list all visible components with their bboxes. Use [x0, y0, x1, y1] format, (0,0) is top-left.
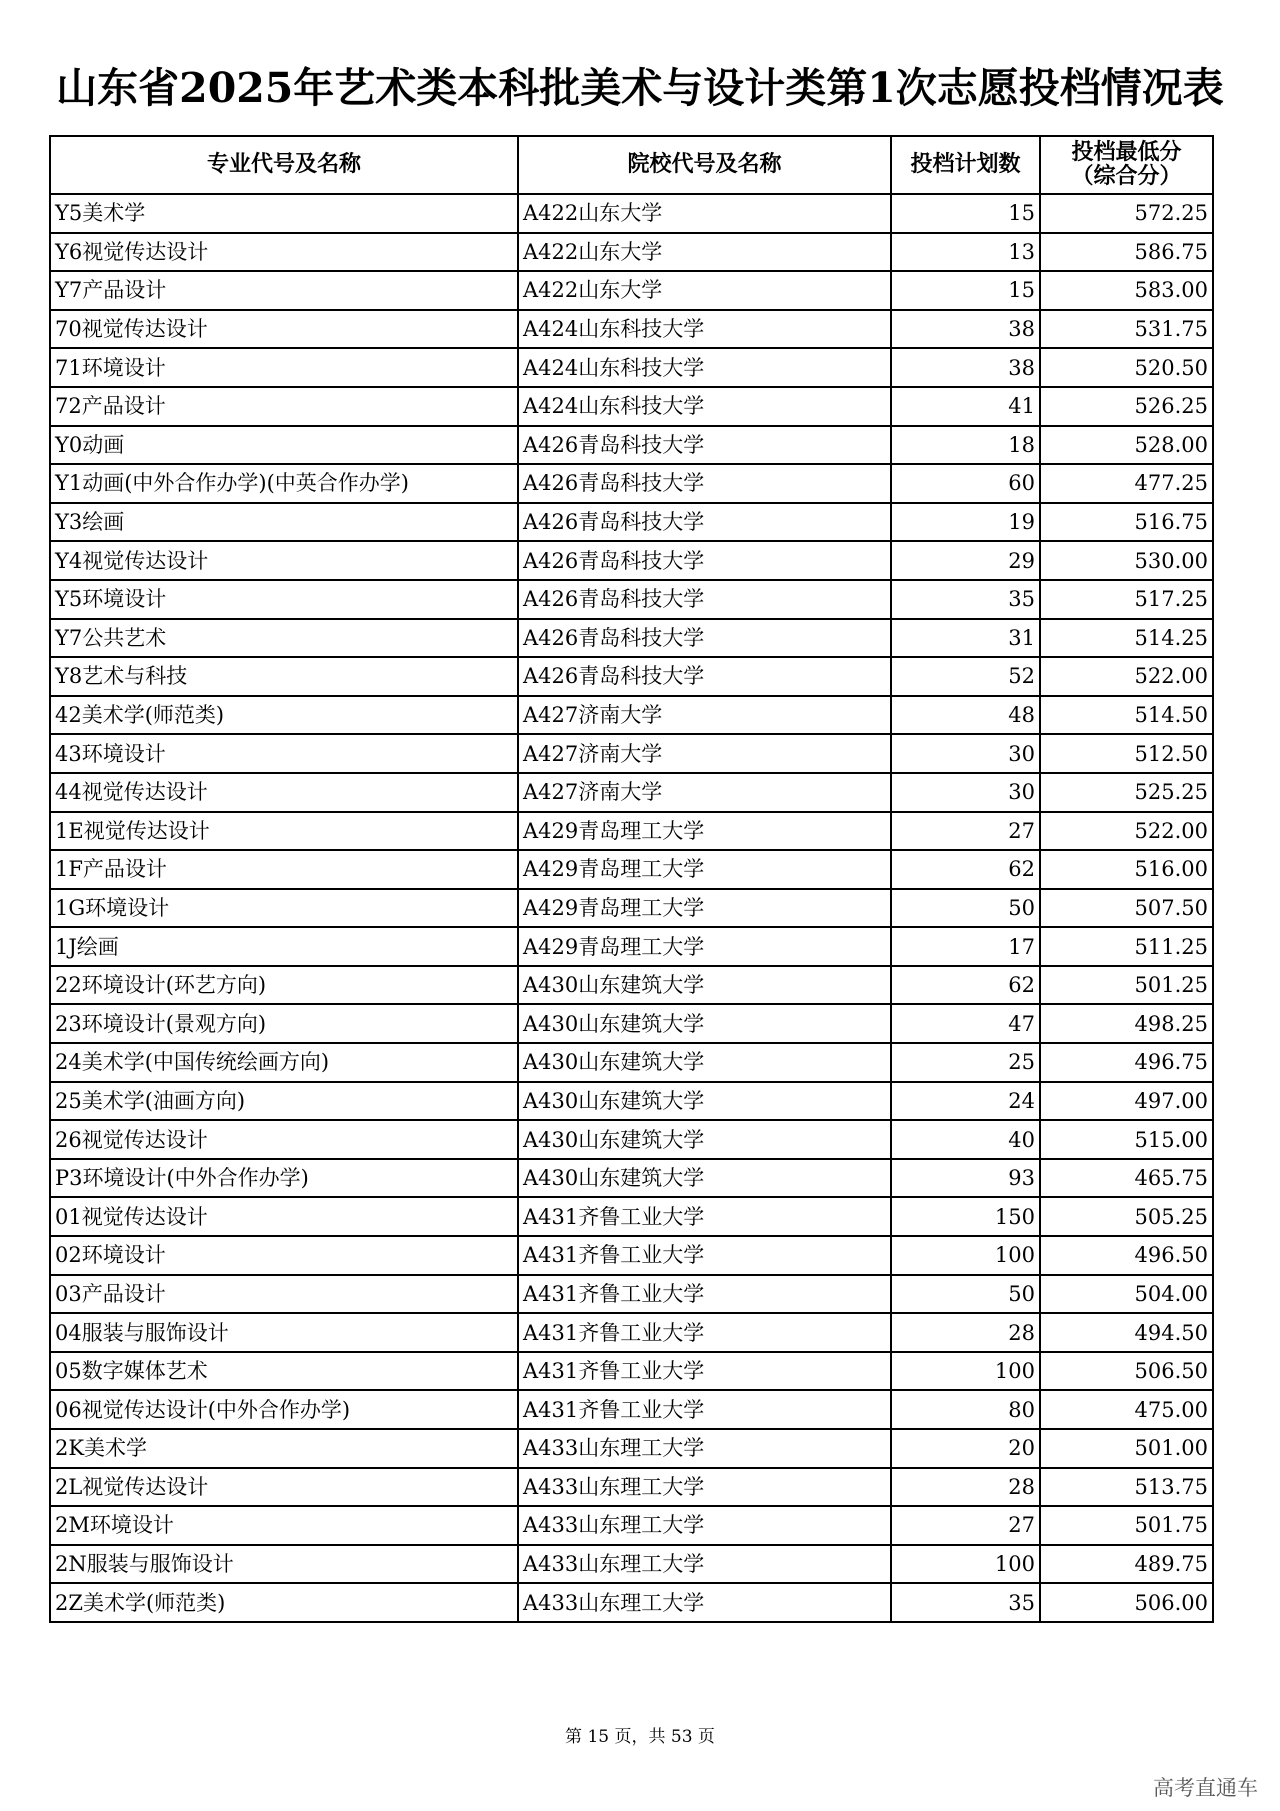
school-cell: A422山东大学	[518, 194, 891, 233]
plan-count-cell: 18	[891, 426, 1040, 465]
table-row	[50, 850, 1213, 889]
plan-count-cell: 50	[891, 889, 1040, 928]
header-major: 专业代号及名称	[50, 136, 518, 194]
min-score-cell: 530.00	[1040, 541, 1213, 580]
plan-count-cell: 29	[891, 541, 1040, 580]
major-cell: 70视觉传达设计	[50, 310, 518, 349]
min-score-cell: 465.75	[1040, 1159, 1213, 1198]
table-row	[50, 1545, 1213, 1584]
major-cell: 43环境设计	[50, 734, 518, 773]
plan-count-cell: 150	[891, 1197, 1040, 1236]
major-cell: 2L视觉传达设计	[50, 1468, 518, 1507]
table-row	[50, 1082, 1213, 1121]
plan-count-cell: 31	[891, 619, 1040, 658]
table-row	[50, 966, 1213, 1005]
admission-table	[49, 135, 1214, 1623]
major-cell: 24美术学(中国传统绘画方向)	[50, 1043, 518, 1082]
plan-count-cell: 80	[891, 1390, 1040, 1429]
min-score-cell: 501.25	[1040, 966, 1213, 1005]
school-cell: A422山东大学	[518, 271, 891, 310]
major-cell: 06视觉传达设计(中外合作办学)	[50, 1390, 518, 1429]
major-cell: 44视觉传达设计	[50, 773, 518, 812]
plan-count-cell: 27	[891, 1506, 1040, 1545]
table-row	[50, 271, 1213, 310]
min-score-cell: 494.50	[1040, 1313, 1213, 1352]
plan-count-cell: 93	[891, 1159, 1040, 1198]
header-plan: 投档计划数	[891, 136, 1040, 194]
major-cell: Y5环境设计	[50, 580, 518, 619]
min-score-cell: 477.25	[1040, 464, 1213, 503]
school-cell: A431齐鲁工业大学	[518, 1197, 891, 1236]
plan-count-cell: 47	[891, 1004, 1040, 1043]
table-row	[50, 503, 1213, 542]
table-row	[50, 426, 1213, 465]
table-row	[50, 464, 1213, 503]
plan-count-cell: 100	[891, 1352, 1040, 1391]
school-cell: A429青岛理工大学	[518, 812, 891, 851]
page-title: 山东省2025年艺术类本科批美术与设计类第1次志愿投档情况表	[56, 64, 1224, 112]
table-row	[50, 657, 1213, 696]
major-cell: 2N服装与服饰设计	[50, 1545, 518, 1584]
major-cell: 1F产品设计	[50, 850, 518, 889]
major-cell: 25美术学(油画方向)	[50, 1082, 518, 1121]
plan-count-cell: 20	[891, 1429, 1040, 1468]
major-cell: 02环境设计	[50, 1236, 518, 1275]
major-cell: Y6视觉传达设计	[50, 233, 518, 272]
major-cell: Y7公共艺术	[50, 619, 518, 658]
plan-count-cell: 30	[891, 773, 1040, 812]
table-row	[50, 194, 1213, 233]
table-row	[50, 734, 1213, 773]
table-row	[50, 1429, 1213, 1468]
school-cell: A430山东建筑大学	[518, 1159, 891, 1198]
major-cell: Y3绘画	[50, 503, 518, 542]
header-score	[1040, 136, 1213, 194]
major-cell: 2M环境设计	[50, 1506, 518, 1545]
plan-count-cell: 48	[891, 696, 1040, 735]
plan-count-cell: 50	[891, 1275, 1040, 1314]
school-cell: A424山东科技大学	[518, 348, 891, 387]
major-cell: 1J绘画	[50, 927, 518, 966]
min-score-cell: 525.25	[1040, 773, 1213, 812]
school-cell: A430山东建筑大学	[518, 1043, 891, 1082]
min-score-cell: 501.75	[1040, 1506, 1213, 1545]
school-cell: A433山东理工大学	[518, 1429, 891, 1468]
plan-count-cell: 40	[891, 1120, 1040, 1159]
table-row	[50, 1583, 1213, 1622]
header-score-line1: 投档最低分	[1071, 140, 1182, 165]
min-score-cell: 526.25	[1040, 387, 1213, 426]
table-row	[50, 310, 1213, 349]
school-cell: A431齐鲁工业大学	[518, 1236, 891, 1275]
min-score-cell: 506.50	[1040, 1352, 1213, 1391]
header-score-line2: （综合分）	[1071, 164, 1182, 189]
major-cell: Y8艺术与科技	[50, 657, 518, 696]
school-cell: A429青岛理工大学	[518, 927, 891, 966]
school-cell: A433山东理工大学	[518, 1468, 891, 1507]
school-cell: A427济南大学	[518, 734, 891, 773]
plan-count-cell: 24	[891, 1082, 1040, 1121]
major-cell: Y0动画	[50, 426, 518, 465]
table-row	[50, 619, 1213, 658]
min-score-cell: 528.00	[1040, 426, 1213, 465]
min-score-cell: 586.75	[1040, 233, 1213, 272]
table-row	[50, 812, 1213, 851]
plan-count-cell: 19	[891, 503, 1040, 542]
school-cell: A429青岛理工大学	[518, 889, 891, 928]
table-row	[50, 233, 1213, 272]
major-cell: 03产品设计	[50, 1275, 518, 1314]
major-cell: 04服装与服饰设计	[50, 1313, 518, 1352]
plan-count-cell: 60	[891, 464, 1040, 503]
min-score-cell: 522.00	[1040, 657, 1213, 696]
school-cell: A422山东大学	[518, 233, 891, 272]
major-cell: Y5美术学	[50, 194, 518, 233]
table-row	[50, 696, 1213, 735]
plan-count-cell: 28	[891, 1313, 1040, 1352]
major-cell: Y4视觉传达设计	[50, 541, 518, 580]
table-row	[50, 1390, 1213, 1429]
table-row	[50, 773, 1213, 812]
plan-count-cell: 35	[891, 1583, 1040, 1622]
school-cell: A431齐鲁工业大学	[518, 1390, 891, 1429]
major-cell: 71环境设计	[50, 348, 518, 387]
school-cell: A426青岛科技大学	[518, 426, 891, 465]
school-cell: A430山东建筑大学	[518, 1004, 891, 1043]
table-row	[50, 1313, 1213, 1352]
school-cell: A424山东科技大学	[518, 387, 891, 426]
school-cell: A431齐鲁工业大学	[518, 1275, 891, 1314]
major-cell: Y1动画(中外合作办学)(中英合作办学)	[50, 464, 518, 503]
plan-count-cell: 15	[891, 194, 1040, 233]
major-cell: P3环境设计(中外合作办学)	[50, 1159, 518, 1198]
min-score-cell: 514.25	[1040, 619, 1213, 658]
min-score-cell: 505.25	[1040, 1197, 1213, 1236]
table-row	[50, 348, 1213, 387]
plan-count-cell: 13	[891, 233, 1040, 272]
min-score-cell: 583.00	[1040, 271, 1213, 310]
table-row	[50, 1197, 1213, 1236]
school-cell: A427济南大学	[518, 773, 891, 812]
school-cell: A426青岛科技大学	[518, 503, 891, 542]
min-score-cell: 489.75	[1040, 1545, 1213, 1584]
plan-count-cell: 25	[891, 1043, 1040, 1082]
plan-count-cell: 62	[891, 966, 1040, 1005]
plan-count-cell: 35	[891, 580, 1040, 619]
table-row	[50, 1159, 1213, 1198]
min-score-cell: 516.00	[1040, 850, 1213, 889]
table-row	[50, 1352, 1213, 1391]
major-cell: 05数字媒体艺术	[50, 1352, 518, 1391]
plan-count-cell: 62	[891, 850, 1040, 889]
major-cell: 2K美术学	[50, 1429, 518, 1468]
table-row	[50, 541, 1213, 580]
min-score-cell: 475.00	[1040, 1390, 1213, 1429]
plan-count-cell: 15	[891, 271, 1040, 310]
plan-count-cell: 17	[891, 927, 1040, 966]
table-row	[50, 927, 1213, 966]
min-score-cell: 572.25	[1040, 194, 1213, 233]
school-cell: A431齐鲁工业大学	[518, 1313, 891, 1352]
school-cell: A426青岛科技大学	[518, 464, 891, 503]
school-cell: A426青岛科技大学	[518, 619, 891, 658]
school-cell: A426青岛科技大学	[518, 541, 891, 580]
table-row	[50, 1004, 1213, 1043]
major-cell: Y7产品设计	[50, 271, 518, 310]
header-school: 院校代号及名称	[518, 136, 891, 194]
watermark-logo: 高考直通车	[1153, 1776, 1258, 1800]
min-score-cell: 512.50	[1040, 734, 1213, 773]
table-row	[50, 1506, 1213, 1545]
min-score-cell: 507.50	[1040, 889, 1213, 928]
major-cell: 72产品设计	[50, 387, 518, 426]
school-cell: A430山东建筑大学	[518, 1120, 891, 1159]
major-cell: 23环境设计(景观方向)	[50, 1004, 518, 1043]
table-row	[50, 1468, 1213, 1507]
page-number: 第 15 页，共 53 页	[565, 1727, 715, 1747]
major-cell: 01视觉传达设计	[50, 1197, 518, 1236]
school-cell: A433山东理工大学	[518, 1506, 891, 1545]
table-row	[50, 1120, 1213, 1159]
min-score-cell: 516.75	[1040, 503, 1213, 542]
min-score-cell: 497.00	[1040, 1082, 1213, 1121]
min-score-cell: 517.25	[1040, 580, 1213, 619]
min-score-cell: 531.75	[1040, 310, 1213, 349]
table-row	[50, 1236, 1213, 1275]
min-score-cell: 514.50	[1040, 696, 1213, 735]
school-cell: A430山东建筑大学	[518, 1082, 891, 1121]
school-cell: A424山东科技大学	[518, 310, 891, 349]
plan-count-cell: 52	[891, 657, 1040, 696]
table-body	[50, 194, 1213, 1622]
school-cell: A430山东建筑大学	[518, 966, 891, 1005]
min-score-cell: 501.00	[1040, 1429, 1213, 1468]
min-score-cell: 506.00	[1040, 1583, 1213, 1622]
table-row	[50, 889, 1213, 928]
min-score-cell: 496.50	[1040, 1236, 1213, 1275]
school-cell: A433山东理工大学	[518, 1583, 891, 1622]
school-cell: A431齐鲁工业大学	[518, 1352, 891, 1391]
major-cell: 26视觉传达设计	[50, 1120, 518, 1159]
school-cell: A433山东理工大学	[518, 1545, 891, 1584]
major-cell: 22环境设计(环艺方向)	[50, 966, 518, 1005]
min-score-cell: 522.00	[1040, 812, 1213, 851]
school-cell: A426青岛科技大学	[518, 580, 891, 619]
plan-count-cell: 100	[891, 1545, 1040, 1584]
plan-count-cell: 38	[891, 310, 1040, 349]
school-cell: A426青岛科技大学	[518, 657, 891, 696]
plan-count-cell: 28	[891, 1468, 1040, 1507]
major-cell: 1E视觉传达设计	[50, 812, 518, 851]
plan-count-cell: 30	[891, 734, 1040, 773]
min-score-cell: 498.25	[1040, 1004, 1213, 1043]
min-score-cell: 520.50	[1040, 348, 1213, 387]
min-score-cell: 496.75	[1040, 1043, 1213, 1082]
table-header-row	[50, 136, 1213, 194]
table-row	[50, 580, 1213, 619]
major-cell: 2Z美术学(师范类)	[50, 1583, 518, 1622]
min-score-cell: 504.00	[1040, 1275, 1213, 1314]
plan-count-cell: 38	[891, 348, 1040, 387]
table-row	[50, 1275, 1213, 1314]
min-score-cell: 513.75	[1040, 1468, 1213, 1507]
school-cell: A429青岛理工大学	[518, 850, 891, 889]
school-cell: A427济南大学	[518, 696, 891, 735]
plan-count-cell: 41	[891, 387, 1040, 426]
plan-count-cell: 100	[891, 1236, 1040, 1275]
major-cell: 1G环境设计	[50, 889, 518, 928]
min-score-cell: 511.25	[1040, 927, 1213, 966]
min-score-cell: 515.00	[1040, 1120, 1213, 1159]
table-row	[50, 387, 1213, 426]
plan-count-cell: 27	[891, 812, 1040, 851]
table-row	[50, 1043, 1213, 1082]
major-cell: 42美术学(师范类)	[50, 696, 518, 735]
table-header	[50, 136, 1213, 194]
